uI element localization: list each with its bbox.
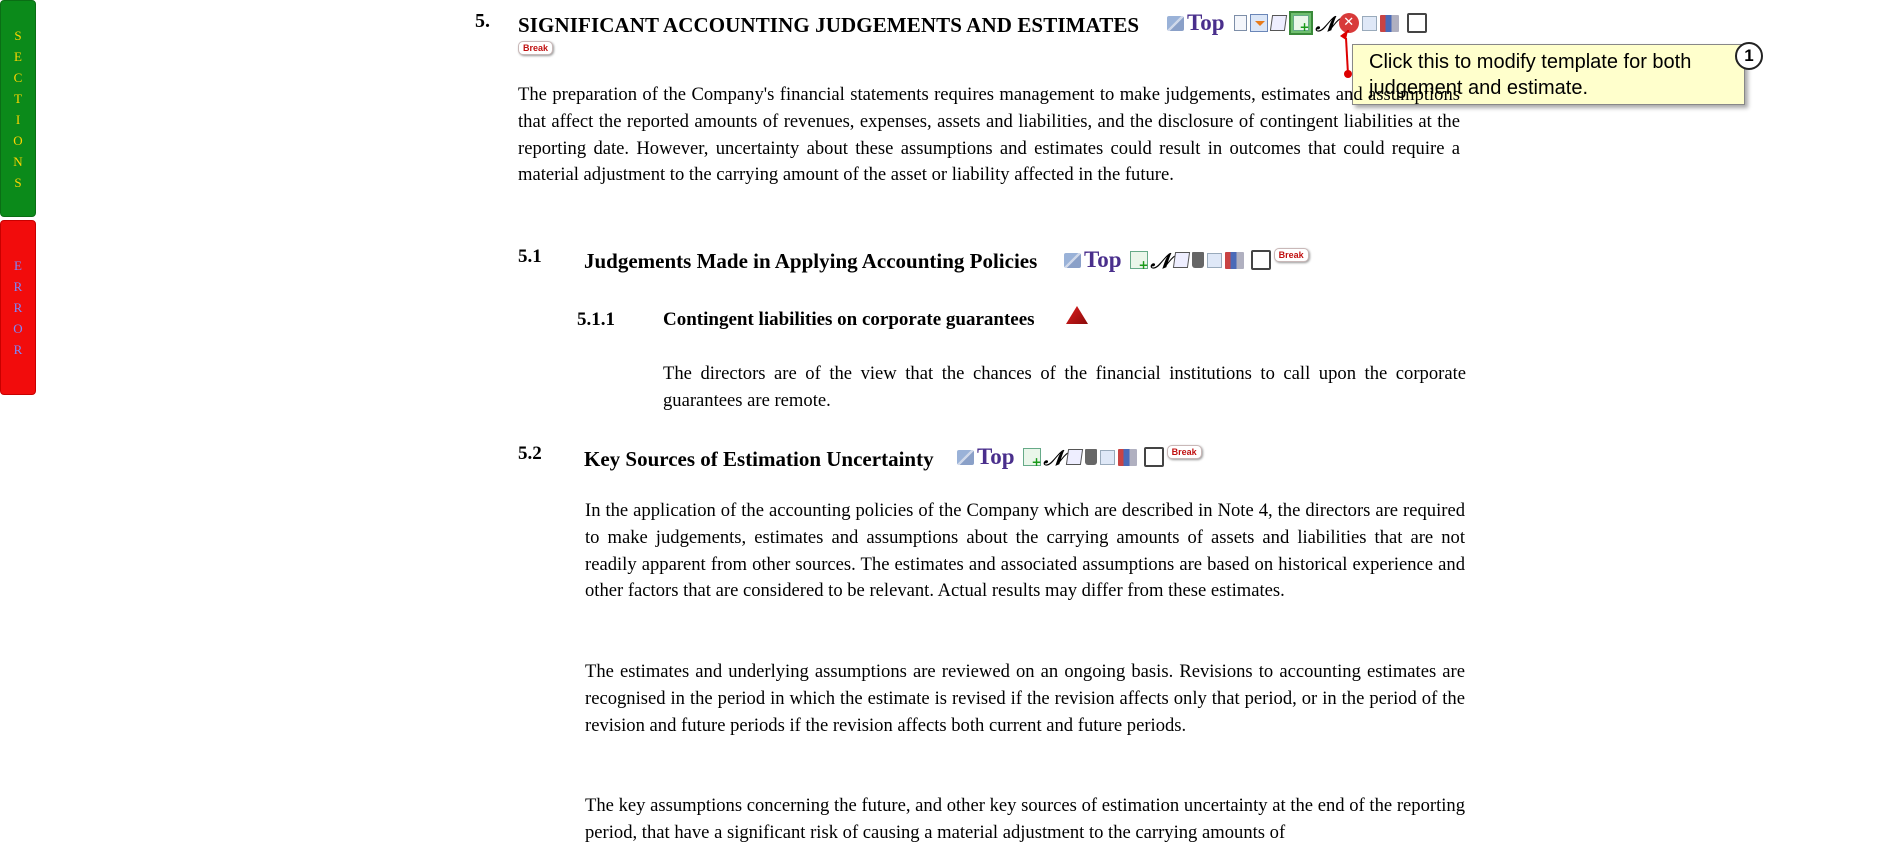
modify-template-button[interactable] — [1289, 11, 1313, 35]
add-template-icon[interactable] — [1130, 251, 1148, 269]
sections-tab-letter: O — [13, 132, 23, 148]
error-tab-letter: R — [13, 342, 23, 357]
sections-tab-letter: T — [14, 90, 22, 106]
sections-tab[interactable] — [0, 0, 36, 217]
copy-icon[interactable] — [1100, 450, 1115, 465]
top-link[interactable]: Top — [1084, 247, 1122, 272]
delete-icon[interactable]: ✕ — [1339, 13, 1359, 33]
top-link[interactable]: Top — [977, 444, 1015, 469]
copy-icon[interactable] — [1362, 16, 1377, 31]
section-paragraph: The key assumptions concerning the future, and other key sources of estimation uncertainty at the end of the reporting period, that have a significant risk of causing a material adjustment to the carrying amounts of — [585, 795, 1465, 843]
sections-tab-letter: C — [13, 69, 23, 85]
view-icon[interactable] — [1167, 16, 1184, 31]
view-icon[interactable] — [1064, 253, 1081, 268]
break-button[interactable]: Break — [1274, 248, 1309, 262]
sections-tab-letter: I — [15, 111, 21, 127]
note-icon[interactable]: 𝒩 — [1150, 247, 1171, 273]
warning-icon[interactable] — [1066, 306, 1088, 324]
section-title: Judgements Made in Applying Accounting Policies — [584, 249, 1038, 273]
section-title: Key Sources of Estimation Uncertainty — [584, 447, 934, 471]
edit-icon[interactable] — [1066, 449, 1083, 465]
sections-tab-letter: S — [14, 27, 22, 43]
sections-tab-letter: S — [14, 174, 22, 190]
break-button[interactable]: Break — [1167, 445, 1202, 459]
library-icon[interactable] — [1380, 15, 1399, 32]
error-tab-letter: O — [13, 321, 23, 336]
import-icon[interactable] — [1250, 14, 1268, 32]
sections-tab-letter: E — [14, 48, 22, 64]
note-icon[interactable]: 𝒩 — [1315, 10, 1336, 36]
subsection-title: Contingent liabilities on corporate guarantees — [663, 309, 1035, 330]
library-icon[interactable] — [1118, 449, 1137, 466]
subsection-paragraph: The directors are of the view that the chances of the financial institutions to call upon the corporate guarantees are remote. — [663, 363, 1466, 411]
select-checkbox[interactable] — [1251, 250, 1271, 270]
add-template-icon — [1293, 15, 1309, 31]
error-tab-letter: R — [13, 279, 23, 294]
section-toolbar — [957, 444, 1202, 470]
error-tab-letter: E — [14, 258, 22, 273]
error-tab[interactable] — [0, 220, 36, 395]
section-number: 5.2 — [518, 443, 542, 464]
note-number: 5. — [475, 10, 490, 32]
sections-tab-letter: N — [13, 153, 23, 169]
note-icon[interactable]: 𝒩 — [1043, 444, 1064, 470]
trash-icon[interactable] — [1192, 252, 1204, 268]
edit-icon[interactable] — [1173, 252, 1190, 268]
top-link[interactable]: Top — [1187, 10, 1225, 35]
copy-icon[interactable] — [1207, 253, 1222, 268]
callout-number: 1 — [1735, 42, 1763, 70]
callout-text: Click this to modify template for both judgement and estimate. — [1369, 51, 1692, 99]
select-checkbox[interactable] — [1407, 13, 1427, 33]
section-toolbar — [1064, 247, 1309, 273]
library-icon[interactable] — [1225, 252, 1244, 269]
error-tab-letter: R — [13, 300, 23, 315]
select-checkbox[interactable] — [1144, 447, 1164, 467]
add-template-icon[interactable] — [1023, 448, 1041, 466]
trash-icon[interactable] — [1085, 449, 1097, 465]
section-paragraph: In the application of the accounting policies of the Company which are described in Note 4, the directors are required to make judgements, estimates and assumptions about the carrying amounts of assets and liabilities that are not readily apparent from other sources. The estimates and associated assumptions are based on historical experience and other factors that are considered to be relevant. Actual results may differ from these estimates. — [585, 500, 1465, 602]
break-button[interactable]: Break — [518, 41, 553, 55]
section-paragraph: The estimates and underlying assumptions are reviewed on an ongoing basis. Revisions to accounting estimates are recognised in the period in which the estimate is revised if the revision affects only that period, or in the period of the revision and future periods if the revision affects both current and future periods. — [585, 661, 1465, 736]
section-number: 5.1 — [518, 246, 542, 267]
edit-icon[interactable] — [1269, 15, 1286, 31]
view-icon[interactable] — [957, 450, 974, 465]
note-paragraph: The preparation of the Company's financial statements requires management to make judgements, estimates and assumptions that affect the reported amounts of revenues, expenses, assets and liabilities, and the disclosure of contingent liabilities at the reporting date. However, uncertainty about these assumptions and estimates could result in outcomes that could require a material adjustment to the carrying amount of the asset or liability affected in the future. — [518, 84, 1460, 186]
document-icon[interactable] — [1234, 15, 1247, 31]
note-title: SIGNIFICANT ACCOUNTING JUDGEMENTS AND ESTIMATES — [518, 13, 1140, 37]
subsection-number: 5.1.1 — [577, 309, 615, 330]
